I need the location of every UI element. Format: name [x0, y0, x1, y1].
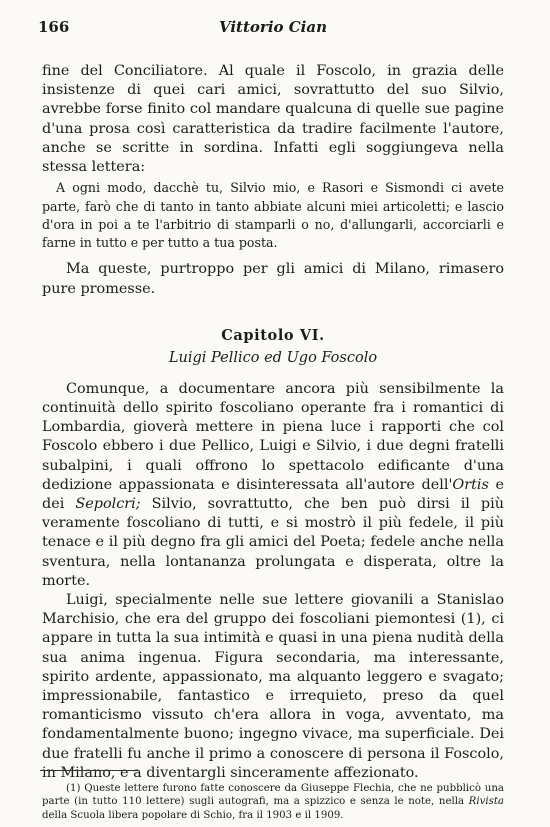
footnote-divider — [40, 770, 138, 771]
footnote: (1) Queste lettere furono fatte conoscere da Giuseppe Flechia, che ne pubblicò una parte (in tutto 110 lettere) sugli autografi, ma a spizzico e senza le note, nella Rivista della Scuola libera popolare di Schio, fra il 1903 e il 1909. — [42, 783, 504, 821]
ortis-title: Ortis — [452, 476, 489, 493]
running-head: Vittorio Cian — [218, 18, 328, 36]
page-number: 166 — [38, 18, 70, 36]
chapter-title: Capitolo VI. — [221, 326, 325, 344]
rivista-title: Rivista — [468, 796, 504, 808]
sepolcri-title: Sepolcri; — [75, 496, 141, 513]
paragraph-2: Ma queste, purtroppo per gli amici di Milano, rimasero pure promesse. — [42, 261, 504, 297]
page-header — [38, 18, 508, 40]
block-quote: A ogni modo, dacchè tu, Silvio mio, e Rasori e Sismondi ci avete parte, farò che di tanto in tanto abbiate alcuni miei articoletti; e lascio d'ora in poi a te l'arbitrio di stamparli o no, d'allungarli, accorciarli e farne in tutto e per tutto a tua posta. — [42, 180, 504, 251]
main-text — [42, 62, 504, 783]
paragraph-4: Luigi, specialmente nelle sue lettere giovanili a Stanislao Marchisio, che era del gruppo dei foscoliani piemontesi (1), ci appare in tutta la sua intimità e quasi in una piena nudità della sua anima ingenua. Figura secondaria, ma interessante, spirito ardente, appassionato, ma alquanto leggero e svagato; impressionabile, fantastico e irrequieto, preso da quel romanticismo vissuto ch'era allora in voga, avventato, ma fondamentalmente buono; ingegno vivace, ma superficiale. Dei due fratelli fu anche il primo a conoscere di persona il Foscolo, in Milano, e a diventargli sinceramente affezionato. — [42, 592, 504, 781]
paragraph-3: Comunque, a documentare ancora più sensibilmente la continuità dello spirito foscoliano operante fra i romantici di Lombardia, gioverà mettere in piena luce i rapporti che col Foscolo ebbero i due Pellico, Luigi e Silvio, i due degni fratelli subalpini, i quali offrono lo spettacolo edificante d'una dedizione appassionata e disinteressata all'autore dell'Ortis e dei Sepolcri; Silvio, sovrattutto, che ben può dirsi il più veramente foscoliano di tutti, e si mostrò il più fedele, il più tenace e il più degno fra gli amici del Poeta; fedele anche nella sventura, nella lontananza prolungata e disperata, oltre la morte. — [42, 380, 505, 589]
paragraph-1: fine del Conciliatore. Al quale il Foscolo, in grazia delle insistenze di quei cari amici, sovrattutto del suo Silvio, avrebbe forse finito col mandare qualcuna di quelle sue pagine d'una prosa così caratteristica da tradire facilmente l'autore, anche se scritte in sordina. Infatti egli soggiungeva nella stessa lettera: — [42, 63, 504, 176]
chapter-subtitle: Luigi Pellico ed Ugo Foscolo — [168, 349, 378, 366]
